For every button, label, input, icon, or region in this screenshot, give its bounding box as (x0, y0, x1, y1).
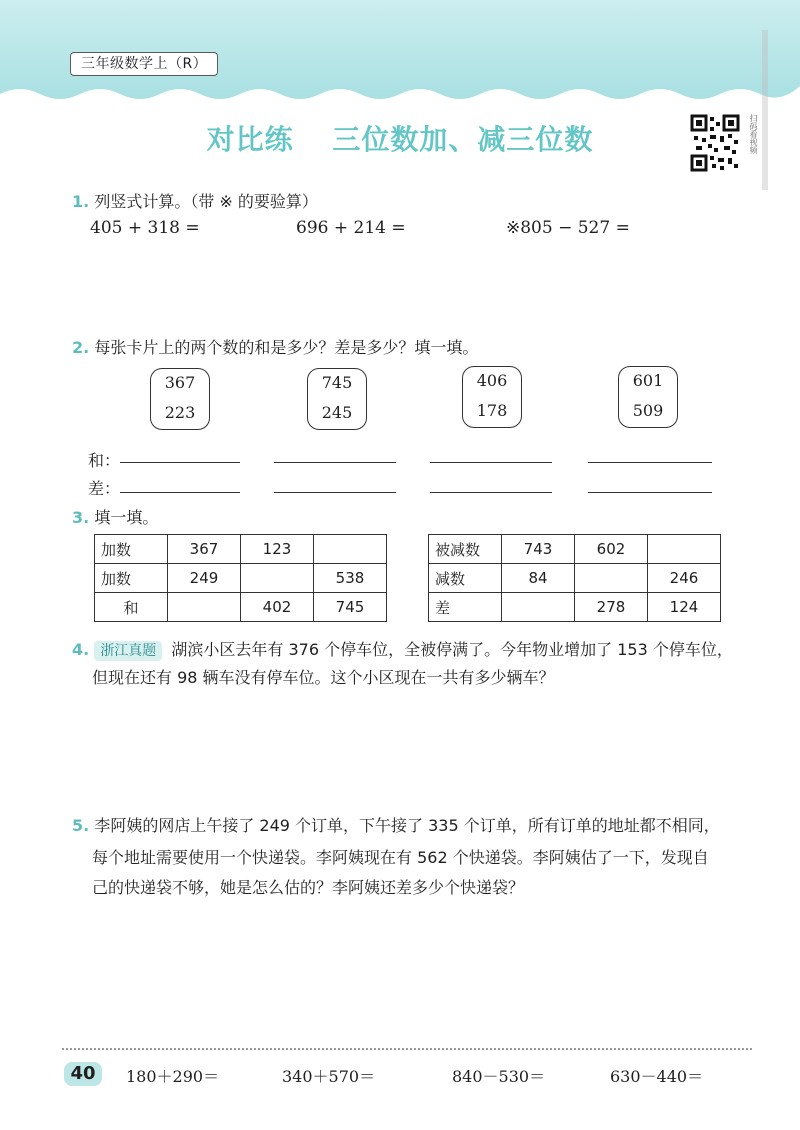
table-row (95, 593, 387, 622)
book-label: 三年级数学上（R） (70, 52, 218, 76)
card-top-number: 745 (321, 373, 353, 392)
table-blank-cell[interactable] (241, 564, 314, 593)
title-part1: 对比练 (206, 123, 294, 156)
table-cell: 249 (168, 564, 241, 593)
question-5-line3: 己的快递袋不够，她是怎么估的？李阿姨还差多少个快递袋？ (92, 878, 525, 897)
table-cell: 加数 (95, 535, 168, 564)
qr-side-text: 扫码看视频 (749, 114, 758, 154)
question-text: 填一填。 (94, 508, 159, 527)
table-cell: 402 (241, 593, 314, 622)
q1-expression-1: 405 + 318 = (90, 218, 200, 238)
table-cell: 602 (575, 535, 648, 564)
page-title (0, 118, 800, 158)
title-part2: 三位数加、减三位数 (332, 123, 594, 156)
table-row (95, 564, 387, 593)
card-bottom-number: 178 (476, 401, 508, 420)
table-cell: 加数 (95, 564, 168, 593)
sum-answer-line[interactable] (120, 462, 240, 463)
card-top-number: 601 (632, 371, 664, 390)
question-number: 3. (72, 508, 90, 527)
question-text-line1: 李阿姨的网店上午接了 249 个订单，下午接了 335 个订单，所有订单的地址都不相同， (94, 816, 720, 835)
difference-label: 差： (88, 479, 121, 498)
table-cell: 123 (241, 535, 314, 564)
oral-calc-3: 840－530＝ (452, 1067, 546, 1086)
addition-table (94, 534, 387, 622)
q1-expression-3: ※805 − 527 = (506, 218, 630, 238)
card-bottom-number: 509 (632, 401, 664, 420)
difference-answer-line[interactable] (430, 492, 552, 493)
table-cell: 和 (95, 593, 168, 622)
number-card (462, 366, 522, 428)
question-text-line1: 湖滨小区去年有 376 个停车位，全被停满了。今年物业增加了 153 个停车位， (171, 640, 733, 659)
subtraction-table (428, 534, 721, 622)
sum-label: 和： (88, 451, 121, 470)
number-card (307, 368, 367, 430)
question-number: 5. (72, 816, 90, 835)
question-text: 每张卡片上的两个数的和是多少？差是多少？填一填。 (94, 338, 479, 357)
sum-answer-line[interactable] (430, 462, 552, 463)
table-cell: 246 (648, 564, 721, 593)
question-number: 2. (72, 338, 90, 357)
page-edge-shadow (762, 30, 768, 190)
card-bottom-number: 245 (321, 403, 353, 422)
table-cell: 278 (575, 593, 648, 622)
question-3 (72, 504, 158, 532)
table-blank-cell[interactable] (648, 535, 721, 564)
question-5-line2: 每个地址需要使用一个快递袋。李阿姨现在有 562 个快递袋。李阿姨估了一下，发现自 (92, 848, 709, 867)
table-blank-cell[interactable] (502, 593, 575, 622)
question-2 (72, 334, 478, 362)
q1-expression-2: 696 + 214 = (296, 218, 406, 238)
question-4 (72, 636, 762, 664)
card-bottom-number: 223 (164, 403, 196, 422)
sum-answer-line[interactable] (588, 462, 712, 463)
table-blank-cell[interactable] (314, 535, 387, 564)
difference-answer-line[interactable] (588, 492, 712, 493)
table-row (95, 535, 387, 564)
table-row (429, 564, 721, 593)
difference-answer-line[interactable] (120, 492, 240, 493)
table-cell: 被减数 (429, 535, 502, 564)
difference-answer-line[interactable] (274, 492, 396, 493)
question-5 (72, 812, 762, 840)
question-4-line2: 但现在还有 98 辆车没有停车位。这个小区现在一共有多少辆车？ (92, 668, 555, 687)
question-text: 列竖式计算。（带 ※ 的要验算） (94, 192, 318, 211)
oral-calc-2: 340＋570＝ (282, 1067, 376, 1086)
page-number: 40 (64, 1062, 102, 1086)
oral-calc-4: 630－440＝ (610, 1067, 704, 1086)
table-cell: 124 (648, 593, 721, 622)
table-cell: 745 (314, 593, 387, 622)
question-number: 1. (72, 192, 90, 211)
question-number: 4. (72, 640, 90, 659)
table-cell: 差 (429, 593, 502, 622)
source-badge: 浙江真题 (94, 641, 162, 661)
card-top-number: 406 (476, 371, 508, 390)
table-cell: 743 (502, 535, 575, 564)
table-row (429, 535, 721, 564)
number-card (618, 366, 678, 428)
table-cell: 84 (502, 564, 575, 593)
table-cell: 367 (168, 535, 241, 564)
qr-code-icon[interactable] (690, 114, 740, 172)
table-blank-cell[interactable] (168, 593, 241, 622)
card-top-number: 367 (164, 373, 196, 392)
sum-answer-line[interactable] (274, 462, 396, 463)
table-row (429, 593, 721, 622)
table-blank-cell[interactable] (575, 564, 648, 593)
question-1 (72, 188, 318, 216)
table-cell: 减数 (429, 564, 502, 593)
number-card (150, 368, 210, 430)
oral-calc-1: 180＋290＝ (126, 1067, 220, 1086)
footer-divider (62, 1048, 752, 1050)
table-cell: 538 (314, 564, 387, 593)
